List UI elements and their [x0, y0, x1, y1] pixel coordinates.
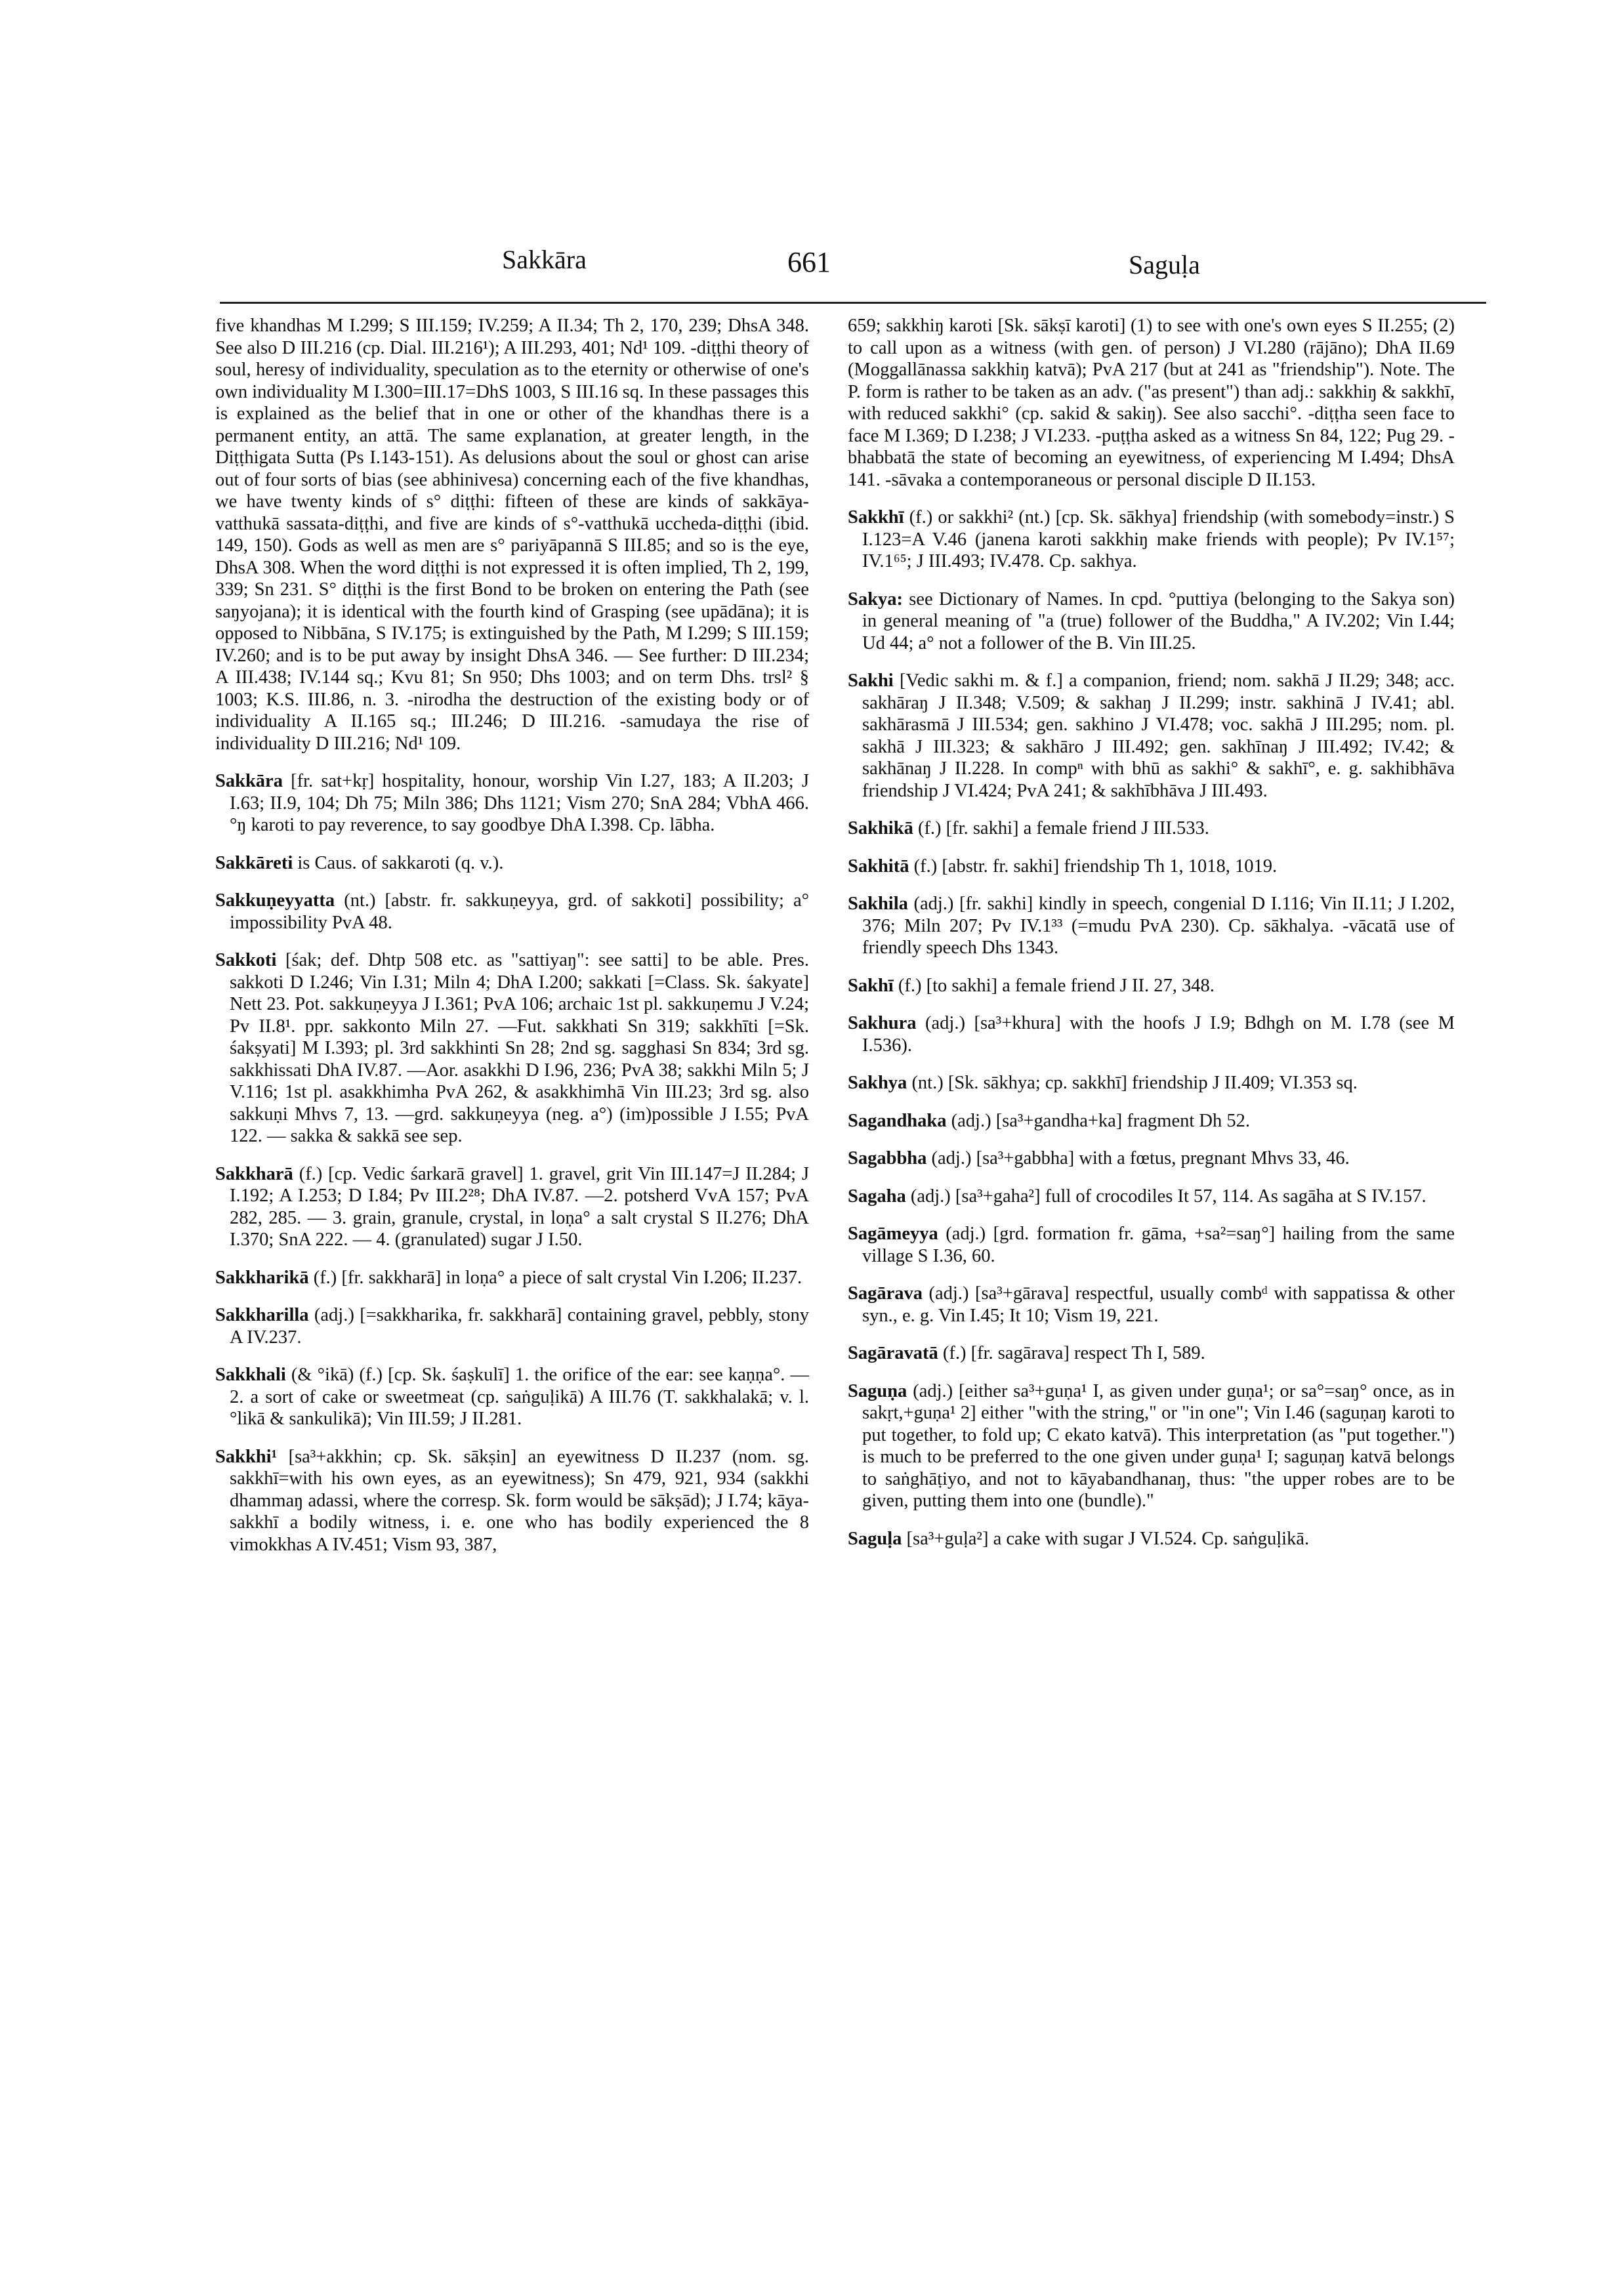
dictionary-entry: [215, 1267, 809, 1289]
dictionary-entry: [848, 893, 1455, 959]
entry-headword: Sagandhaka: [848, 1110, 947, 1131]
entry-headword: Sagabbha: [848, 1148, 927, 1168]
dictionary-entry: [848, 1012, 1455, 1056]
entry-headword: Sakkuṇeyyatta: [215, 890, 335, 911]
entry-headword: Sakkharikā: [215, 1267, 309, 1288]
dictionary-entry: [215, 1446, 809, 1556]
entry-text: five khandhas M I.299; S III.159; IV.259; A II.34; Th 2, 170, 239; DhsA 348. See also D III.216 (cp. Dial. III.216¹); A III.293, 401; Nd¹ 109. -diṭṭhi theory of soul, heresy of individuality, speculation as to the eternity or otherwise of one's own individuality M I.300=III.17=DhS 1003, S III.16 sq. In these passages this is explained as the belief that in one or other of the khandhas there is a permanent entity, an attā. The same explanation, at greater length, in the Diṭṭhigata Sutta (Ps I.143-151). As delusions about the soul or ghost can arise out of four sorts of bias (see abhinivesa) concerning each of the five khandhas, we have twenty kinds of s° diṭṭhi: fifteen of these are kinds of sakkāya-vatthukā sassata-diṭṭhi, and five are kinds of s°-vatthukā uccheda-diṭṭhi (ibid. 149, 150). Gods as well as men are s° pariyāpannā S III.85; and so is the eye, DhsA 308. When the word diṭṭhi is not expressed it is often implied, Th 2, 199, 339; Sn 231. S° diṭṭhi is the first Bond to be broken on entering the Path (see saŋyojana); it is identical with the fourth kind of Grasping (see upādāna); it is opposed to Nibbāna, S IV.175; is extinguished by the Path, M I.299; S III.159; IV.260; and is to be put away by insight DhsA 346. — See further: D III.234; A III.438; IV.144 sq.; Kvu 81; Sn 950; Dhs 1003; and on term Dhs. trsl² § 1003; K.S. III.86, n. 3. -nirodha the destruction of the existing body or of individuality A II.165 sq.; III.246; D III.216. -samudaya the rise of individuality D III.216; Nd¹ 109.: [215, 316, 809, 754]
dictionary-entry: [848, 1186, 1455, 1208]
dictionary-entry: [848, 1072, 1455, 1094]
entry-text: (nt.) [abstr. fr. sakkuṇeyya, grd. of sakkoti] possibility; a° impossibility PvA 48.: [230, 890, 809, 933]
entry-text: [śak; def. Dhtp 508 etc. as "sattiyaŋ": see satti] to be able. Pres. sakkoti D I.246; Vin I.31; Miln 4; DhA I.200; sakkati [=Class. Sk. śakyate] Nett 23. Pot. sakkuṇeyya J I.361; PvA 106; archaic 1st pl. sakkuṇemu J V.24; Pv II.8¹. ppr. sakkonto Miln 27. —Fut. sakkhati Sn 319; sakkhīti [=Sk. śakṣyati] M I.393; pl. 3rd sakkhinti Sn 28; 2nd sg. sagghasi Sn 834; 3rd sg. sakkhissati DhA IV.87. —Aor. asakkhi D I.96, 236; PvA 38; sakkhi Miln 5; J V.116; 1st pl. asakkhimha PvA 262, & asakkhimhā Vin III.23; 3rd sg. also sakkuṇi Mhvs 7, 13. —grd. sakkuṇeyya (neg. a°) (im)possible J I.55; PvA 122. — sakka & sakkā see sep.: [230, 950, 810, 1146]
entry-text: (f.) [to sakhi] a female friend J II. 27, 348.: [898, 975, 1215, 996]
entry-headword: Sakhi: [848, 671, 894, 691]
dictionary-entry: [215, 890, 809, 934]
entry-headword: Sagāravatā: [848, 1343, 938, 1363]
entry-text: (adj.) [sa³+gārava] respectful, usually combᵈ with sappatissa & other syn., e. g. Vin I.45; It 10; Vism 19, 221.: [862, 1283, 1455, 1326]
entry-text: (f.) [abstr. fr. sakhi] friendship Th 1, 1018, 1019.: [913, 856, 1278, 877]
entry-text: see Dictionary of Names. In cpd. °puttiya (belonging to the Sakya son) in general meaning of "a (true) follower of the Buddha," A IV.202; Vin I.44; Ud 44; a° not a follower of the B. Vin III.25.: [862, 589, 1455, 653]
entry-text: (f.) [fr. sagārava] respect Th I, 589.: [942, 1343, 1205, 1363]
entry-text: [fr. sat+kṛ] hospitality, honour, worship Vin I.27, 183; A II.203; J I.63; II.9, 104; Dh 75; Miln 386; Dhs 1121; Vism 270; SnA 284; VbhA 466. °ŋ karoti to pay reverence, to say goodbye DhA I.398. Cp. lābha.: [230, 771, 810, 835]
dictionary-entry: [848, 1528, 1455, 1550]
entry-headword: Sagaha: [848, 1186, 906, 1207]
entry-text: (adj.) [fr. sakhi] kindly in speech, congenial D I.116; Vin II.11; J I.202, 376; Miln 207; Pv IV.1³³ (=mudu PvA 230). Cp. sākhalya. -vācatā use of friendly speech Dhs 1343.: [862, 894, 1455, 958]
entry-headword: Sakkhali: [215, 1365, 286, 1385]
entry-headword: Sakhikā: [848, 818, 913, 838]
entry-text: (f.) or sakkhi² (nt.) [cp. Sk. sākhya] friendship (with somebody=instr.) S I.123=A V.46 (janena karoti sakkhiŋ make friends with people); Pv IV.1⁵⁷; IV.1⁶⁵; J III.493; IV.478. Cp. sakhya.: [862, 507, 1455, 571]
dictionary-entry: [848, 670, 1455, 802]
entry-text: [sa³+akkhin; cp. Sk. sākṣin] an eyewitness D II.237 (nom. sg. sakkhī=with his own eyes, as an eyewitness); Sn 479, 921, 934 (sakkhi dhammaŋ adassi, where the corresp. Sk. form would be sākṣād); J I.74; kāya-sakkhī a bodily witness, i. e. one who has bodily experienced the 8 vimokkhas A IV.451; Vism 93, 387,: [230, 1446, 810, 1555]
entry-text: (adj.) [sa³+gaha²] full of crocodiles It 57, 114. As sagāha at S IV.157.: [910, 1186, 1426, 1207]
dictionary-entry: [215, 770, 809, 837]
entry-headword: Sakya:: [848, 589, 903, 610]
dictionary-entry: [848, 315, 1455, 491]
entry-headword: Sakkoti: [215, 950, 277, 970]
entry-text: (adj.) [either sa³+guṇa¹ I, as given under guṇa¹; or sa°=saŋ° once, as in sakṛt,+guṇa¹ 2] either "with the string," or "in one"; Vin I.46 (saguṇaŋ karoti to put together, to fold up; C ekato katvā). This interpretation (as "put together.") is much to be preferred to the one given under guṇa¹ I; saguṇaŋ katvā belongs to saṅghāṭiyo, and not to kāyabandhanaŋ, thus: "the upper robes are to be given, putting them into one (bundle).": [862, 1380, 1455, 1511]
entry-text: (f.) [fr. sakkharā] in loṇa° a piece of salt crystal Vin I.206; II.237.: [313, 1267, 802, 1288]
entry-headword: Sakkharā: [215, 1163, 293, 1184]
header-rule: [220, 302, 1486, 304]
dictionary-entry: [848, 1380, 1455, 1512]
entry-headword: Sagāmeyya: [848, 1224, 938, 1244]
entry-text: (adj.) [sa³+khura] with the hoofs J I.9; Bdhgh on M. I.78 (see M I.536).: [862, 1013, 1455, 1056]
entry-headword: Saguṇa: [848, 1380, 907, 1401]
entry-text: is Caus. of sakkaroti (q. v.).: [297, 852, 504, 873]
dictionary-entry: [848, 1223, 1455, 1267]
entry-headword: Sakkharilla: [215, 1305, 309, 1325]
dictionary-entry: [848, 589, 1455, 655]
entry-text: (adj.) [=sakkharika, fr. sakkharā] containing gravel, pebbly, stony A IV.237.: [230, 1305, 810, 1348]
dictionary-entry: [215, 1163, 809, 1251]
dictionary-entry: [215, 852, 809, 875]
dictionary-entry: [848, 1283, 1455, 1327]
entry-headword: Saguḷa: [848, 1528, 902, 1549]
dictionary-entry: [848, 975, 1455, 997]
entry-headword: Sakkhī: [848, 507, 904, 527]
left-column: [215, 315, 809, 1571]
page-header: [0, 244, 1624, 283]
entry-headword: Sagārava: [848, 1283, 923, 1304]
dictionary-entry: [848, 856, 1455, 878]
dictionary-entry: [848, 817, 1455, 840]
dictionary-entry: [848, 507, 1455, 573]
entry-headword: Sakkhi¹: [215, 1446, 278, 1467]
entry-text: (adj.) [grd. formation fr. gāma, +sa²=saŋ°] hailing from the same village S I.36, 60.: [862, 1224, 1455, 1266]
entry-headword: Sakhya: [848, 1073, 907, 1093]
entry-headword: Sakkāra: [215, 771, 283, 791]
entry-headword: Sakhī: [848, 975, 894, 996]
dictionary-entry: [215, 315, 809, 755]
entry-headword: Sakhura: [848, 1013, 917, 1033]
dictionary-entry: [848, 1148, 1455, 1170]
right-column: [848, 315, 1455, 1565]
page-number: 661: [787, 246, 831, 278]
entry-headword: Sakkāreti: [215, 852, 293, 873]
entry-text: (& °ikā) (f.) [cp. Sk. śaṣkulī] 1. the orifice of the ear: see kaṇṇa°. — 2. a sort of cake or sweetmeat (cp. saṅguḷikā) A III.76 (T. sakkhalakā; v. l. °likā & sankulikā); Vin III.59; J II.281.: [230, 1365, 809, 1429]
dictionary-entry: [848, 1342, 1455, 1365]
dictionary-entry: [215, 949, 809, 1148]
entry-text: (adj.) [sa³+gabbha] with a fœtus, pregnant Mhvs 33, 46.: [931, 1148, 1350, 1168]
dictionary-entry: [215, 1364, 809, 1430]
right-running-headword: Saguḷa: [1129, 250, 1200, 279]
entry-text: (f.) [fr. sakhi] a female friend J III.533.: [917, 818, 1209, 838]
entry-headword: Sakhitā: [848, 856, 909, 877]
entry-text: [Vedic sakhi m. & f.] a companion, friend; nom. sakhā J II.29; 348; acc. sakhāraŋ J II.348; V.509; & sakhaŋ J II.299; instr. sakhinā J IV.41; abl. sakhārasmā J III.534; gen. sakhino J VI.478; voc. sakhā J III.295; nom. pl. sakhā J III.323; & sakhāro J III.492; gen. sakhīnaŋ J III.492; IV.42; & sakhānaŋ J II.228. In compⁿ with bhū as sakhi° & sakhī°, e. g. sakhibhāva friendship J VI.424; PvA 241; & sakhībhāva J III.493.: [862, 671, 1455, 801]
left-running-headword: Sakkāra: [502, 245, 587, 274]
dictionary-entry: [215, 1304, 809, 1348]
entry-text: (f.) [cp. Vedic śarkarā gravel] 1. gravel, grit Vin III.147=J II.284; J I.192; A I.253; D I.84; Pv III.2²⁸; DhA IV.87. —2. potsherd VvA 157; PvA 282, 285. — 3. grain, granule, crystal, in loṇa° a salt crystal S II.276; DhA I.370; SnA 222. — 4. (granulated) sugar J I.50.: [230, 1163, 810, 1250]
entry-text: (adj.) [sa³+gandha+ka] fragment Dh 52.: [951, 1110, 1251, 1131]
entry-text: [sa³+guḷa²] a cake with sugar J VI.524. Cp. saṅguḷikā.: [906, 1528, 1310, 1549]
entry-headword: Sakhila: [848, 894, 908, 914]
dictionary-entry: [848, 1110, 1455, 1132]
entry-text: 659; sakkhiŋ karoti [Sk. sākṣī karoti] (1) to see with one's own eyes S II.255; (2) to call upon as a witness (with gen. of person) J VI.280 (rājāno); DhA II.69 (Moggallānassa sakkhiŋ katvā); PvA 217 (but at 241 as "friendship"). Note. The P. form is rather to be taken as an adv. ("as present") than adj.: sakkhiŋ & sakkhī, with reduced sakkhi° (cp. sakid & sakiŋ). See also sacchi°. -diṭṭha seen face to face M I.369; D I.238; J VI.233. -puṭṭha asked as a witness Sn 84, 122; Pug 29. -bhabbatā the state of becoming an eyewitness, of experiencing M I.494; DhsA 141. -sāvaka a contemporaneous or personal disciple D II.153.: [848, 316, 1455, 490]
entry-text: (nt.) [Sk. sākhya; cp. sakkhī] friendship J II.409; VI.353 sq.: [911, 1073, 1358, 1093]
